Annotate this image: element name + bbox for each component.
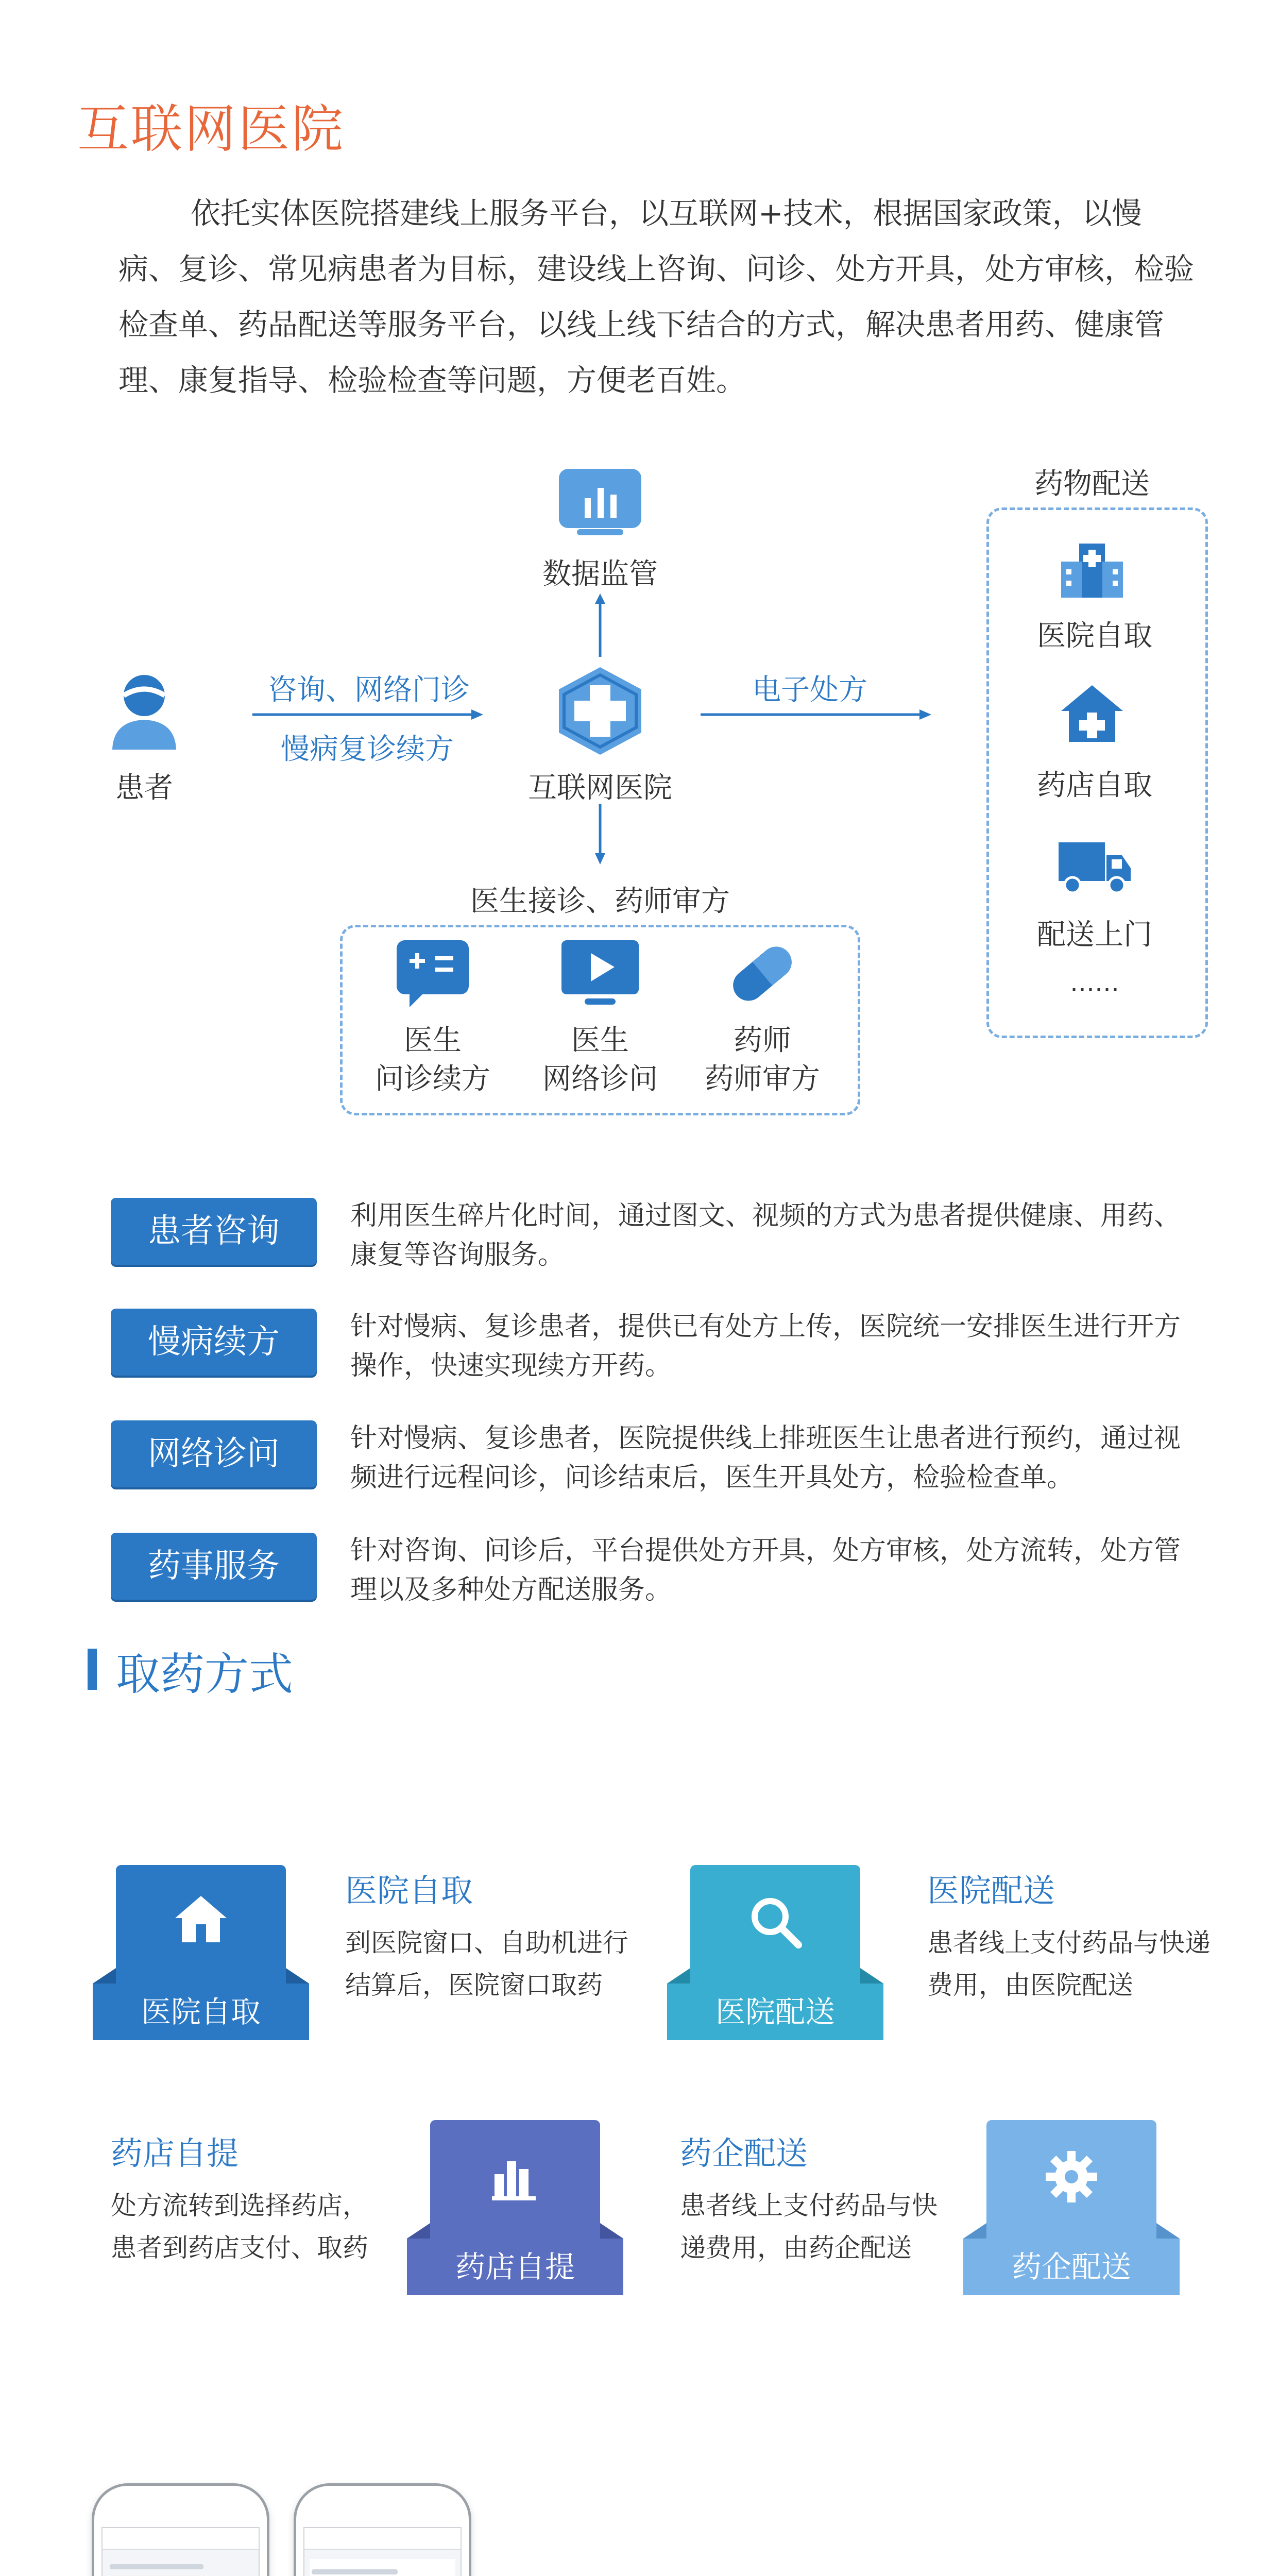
pickup-tile-hospital-delivery-label: 医院配送 (667, 1984, 883, 2040)
pickup-tile-pharma-company (963, 2120, 1180, 2290)
data-monitor-icon (556, 466, 644, 538)
pickup-desc-hospital-delivery: 患者线上支付药品与快递费用，由医院配送 (927, 1928, 1211, 2000)
data-monitor-label: 数据监管 (542, 557, 658, 591)
delivery-item-more: …… (1070, 969, 1119, 997)
hospital-cross-icon (549, 665, 652, 759)
service-3-line1: 药师 (734, 1024, 791, 1057)
bottom-arrow-label: 医生接诊、药师审方 (470, 885, 730, 918)
section-title: 取药方式 (116, 1649, 293, 1700)
service-desc-pharma: 针对咨询、问诊后，平台提供处方开具，处方审核，处方流转，处方管理以及多种处方配送服务。 (350, 1535, 1181, 1605)
consult-icon (394, 938, 471, 1012)
pickup-tile-hospital-delivery (667, 1865, 883, 2035)
pickup-desc-pharma-company: 患者线上支付药品与快递费用，由药企配送 (680, 2191, 938, 2263)
pickup-tile-pharmacy-label: 药店自提 (407, 2239, 623, 2295)
pickup-tile-pharma-company-label: 药企配送 (963, 2239, 1180, 2295)
delivery-item-1: 医院自取 (1037, 619, 1152, 653)
video-icon (559, 938, 641, 1012)
arrow-right-left (252, 707, 484, 724)
service-desc-online: 针对慢病、复诊患者，医院提供线上排班医生让患者进行预约，通过视频进行远程问诊，问诊结束后，医生开具处方，检验检查单。 (350, 1423, 1181, 1493)
service-badge-consult: 患者咨询 (111, 1198, 317, 1265)
pickup-title-pharma-company: 药企配送 (680, 2134, 808, 2172)
pickup-title-pharmacy: 药店自提 (111, 2134, 239, 2172)
arrow-down (592, 804, 608, 868)
patient-label: 患者 (115, 771, 173, 805)
service-2-line1: 医生 (571, 1024, 629, 1057)
pickup-desc-pharmacy: 处方流转到选择药店，患者到药店支付、取药 (111, 2191, 368, 2263)
arrow-right-right (701, 707, 932, 724)
bar-chart-icon (489, 2151, 541, 2202)
service-1-line1: 医生 (404, 1024, 462, 1057)
hospital-building-icon (1056, 538, 1128, 602)
pill-icon (724, 938, 801, 1012)
service-3-line2: 药师审方 (705, 1062, 820, 1096)
pickup-tile-hospital (93, 1865, 309, 2035)
pickup-tile-pharmacy (407, 2120, 623, 2290)
pickup-tile-hospital-label: 医院自取 (93, 1984, 309, 2040)
pharmacy-house-icon (1059, 683, 1126, 747)
section-marker (88, 1649, 97, 1690)
patient-phone-back-left (92, 2483, 269, 2576)
truck-icon (1056, 835, 1133, 899)
service-1-line2: 问诊续方 (375, 1062, 490, 1096)
pickup-title-hospital: 医院自取 (345, 1872, 473, 1909)
left-arrow-top-label: 咨询、网络门诊 (268, 673, 470, 707)
search-icon (747, 1893, 804, 1950)
delivery-title: 药物配送 (1034, 467, 1150, 501)
gear-icon (1043, 2148, 1100, 2205)
intro-paragraph: 依托实体医院搭建线上服务平台，以互联网+技术，根据国家政策，以慢病、复诊、常见病患者为目标，建设线上咨询、问诊、处方开具，处方审核，检验检查单、药品配送等服务平台，以线上线下结合的方式，解决患者用药、健康管理、康复指导、检验检查等问题，方便老百姓。 (118, 196, 1195, 398)
service-badge-pharma: 药事服务 (111, 1533, 317, 1600)
service-badge-online: 网络诊问 (111, 1420, 317, 1487)
center-label: 互联网医院 (528, 771, 672, 805)
home-icon (173, 1893, 229, 1945)
patient-icon (108, 672, 180, 752)
service-badge-refill: 慢病续方 (111, 1309, 317, 1376)
page-title: 互联网医院 (77, 99, 345, 159)
service-desc-refill: 针对慢病、复诊患者，提供已有处方上传，医院统一安排医生进行开方操作，快速实现续方开药。 (350, 1311, 1181, 1381)
service-desc-consult: 利用医生碎片化时间，通过图文、视频的方式为患者提供健康、用药、康复等咨询服务。 (350, 1200, 1181, 1270)
arrow-up (592, 592, 608, 662)
service-2-line2: 网络诊问 (542, 1062, 658, 1096)
left-arrow-bottom-label: 慢病复诊续方 (281, 733, 454, 766)
patient-phone-back-right (294, 2483, 471, 2576)
pickup-desc-hospital: 到医院窗口、自助机进行结算后，医院窗口取药 (345, 1928, 628, 2000)
pickup-title-hospital-delivery: 医院配送 (927, 1872, 1055, 1909)
right-arrow-label: 电子处方 (752, 673, 867, 707)
delivery-item-2: 药店自取 (1037, 769, 1152, 802)
delivery-item-3: 配送上门 (1037, 918, 1152, 952)
